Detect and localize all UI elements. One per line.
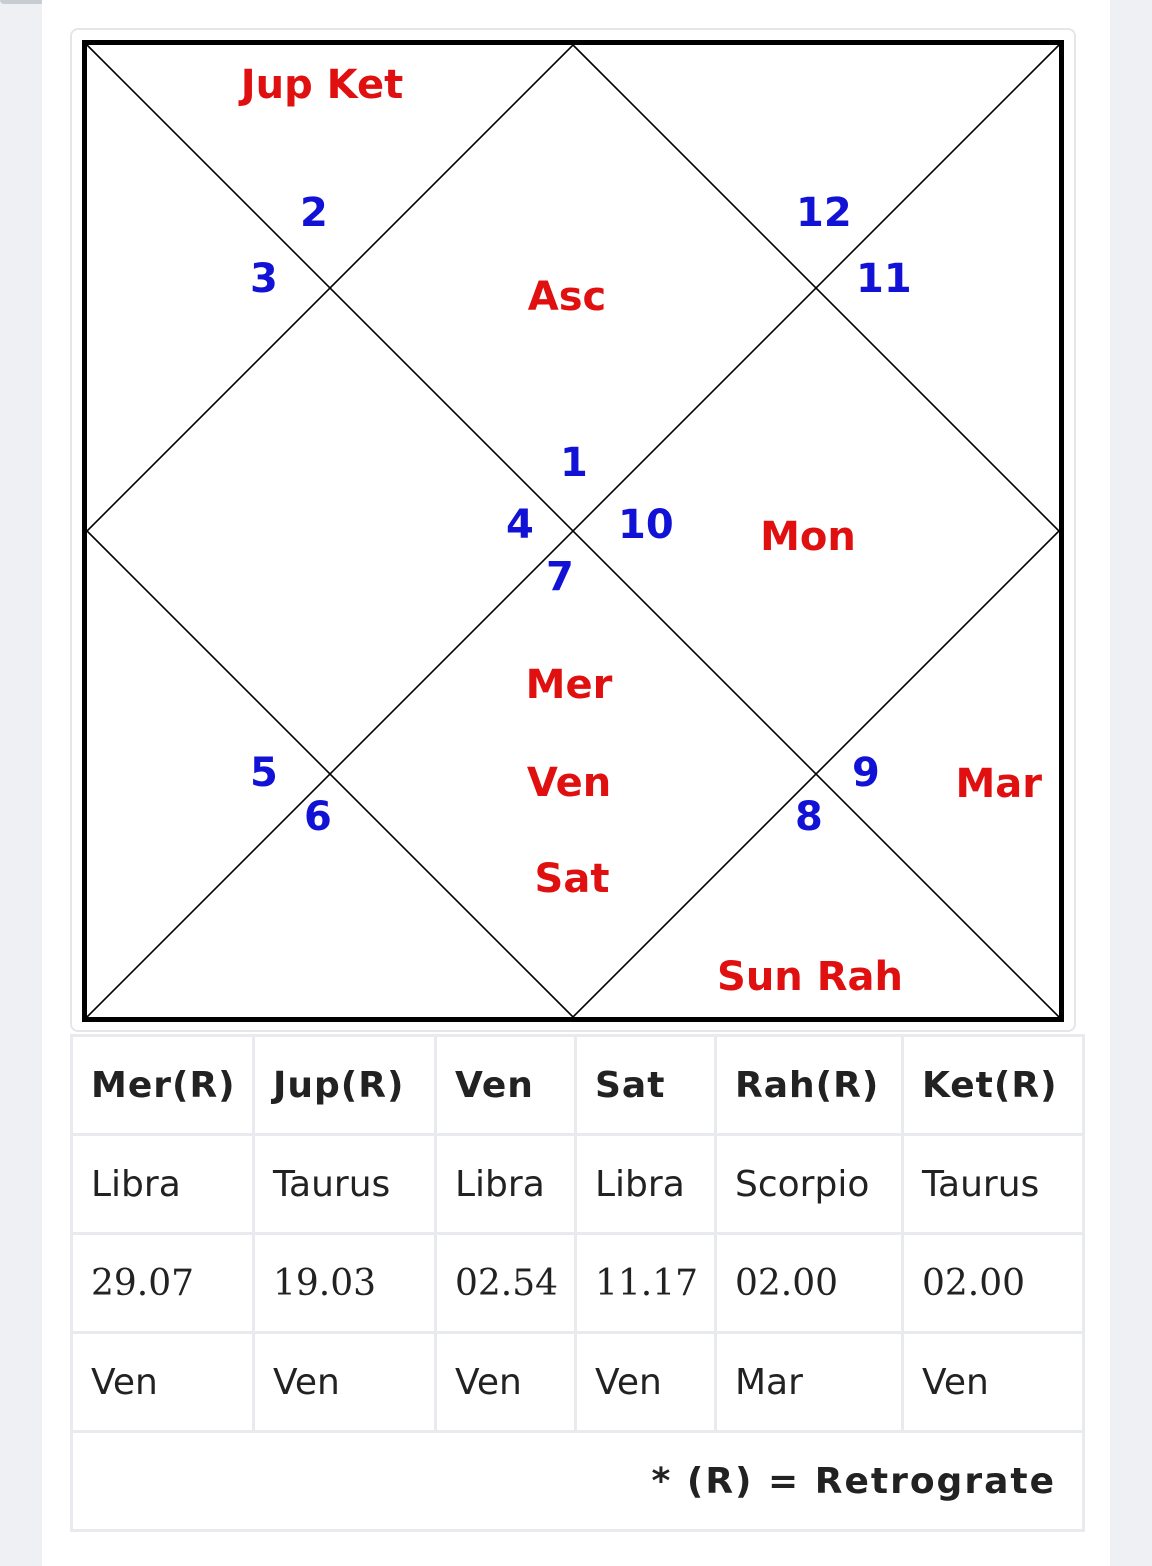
house-7-planet-sat: Sat — [534, 856, 610, 902]
house-number-11: 11 — [856, 256, 912, 302]
lord-cell: Ven — [436, 1333, 576, 1432]
sign-cell: Taurus — [903, 1135, 1084, 1234]
house-number-5: 5 — [250, 750, 278, 796]
table-row-note — [72, 1432, 1084, 1531]
header-cell: Ket(R) — [903, 1036, 1084, 1135]
house-1-planets: Asc — [527, 274, 607, 320]
lord-cell: Ven — [72, 1333, 254, 1432]
retrograde-note: * (R) = Retrograte — [72, 1432, 1084, 1531]
house-8-planets: Sun Rah — [717, 954, 903, 1000]
sign-cell: Libra — [576, 1135, 716, 1234]
lord-cell: Ven — [254, 1333, 436, 1432]
degree-cell: 02.00 — [903, 1234, 1084, 1333]
degree-cell: 29.07 — [72, 1234, 254, 1333]
lord-cell: Mar — [716, 1333, 903, 1432]
sign-cell: Taurus — [254, 1135, 436, 1234]
planet-details-table — [70, 1034, 1085, 1532]
table-header-row — [72, 1036, 1084, 1135]
sign-cell: Scorpio — [716, 1135, 903, 1234]
house-number-1: 1 — [560, 440, 588, 486]
degree-cell: 11.17 — [576, 1234, 716, 1333]
header-cell: Sat — [576, 1036, 716, 1135]
house-number-7: 7 — [546, 554, 574, 600]
house-number-9: 9 — [852, 750, 880, 796]
house-number-6: 6 — [304, 794, 332, 840]
lord-cell: Ven — [903, 1333, 1084, 1432]
house-number-10: 10 — [618, 502, 674, 548]
table-row-signs — [72, 1135, 1084, 1234]
house-number-3: 3 — [250, 256, 278, 302]
header-cell: Rah(R) — [716, 1036, 903, 1135]
sign-cell: Libra — [436, 1135, 576, 1234]
house-number-4: 4 — [506, 502, 534, 548]
house-number-12: 12 — [796, 190, 852, 236]
header-cell: Mer(R) — [72, 1036, 254, 1135]
house-9-planets: Mar — [955, 761, 1042, 807]
degree-cell: 02.00 — [716, 1234, 903, 1333]
house-7-planet-ven: Ven — [526, 760, 612, 806]
table-row-degrees — [72, 1234, 1084, 1333]
house-10-planets: Mon — [760, 514, 856, 560]
sign-cell: Libra — [72, 1135, 254, 1234]
house-number-8: 8 — [795, 794, 823, 840]
table-row-lords — [72, 1333, 1084, 1432]
header-cell: Jup(R) — [254, 1036, 436, 1135]
house-2-planets: Jup Ket — [240, 62, 404, 108]
lord-cell: Ven — [576, 1333, 716, 1432]
degree-cell: 19.03 — [254, 1234, 436, 1333]
north-indian-chart — [82, 40, 1064, 1022]
house-7-planet-mer: Mer — [525, 662, 613, 708]
header-cell: Ven — [436, 1036, 576, 1135]
house-number-2: 2 — [300, 190, 328, 236]
degree-cell: 02.54 — [436, 1234, 576, 1333]
